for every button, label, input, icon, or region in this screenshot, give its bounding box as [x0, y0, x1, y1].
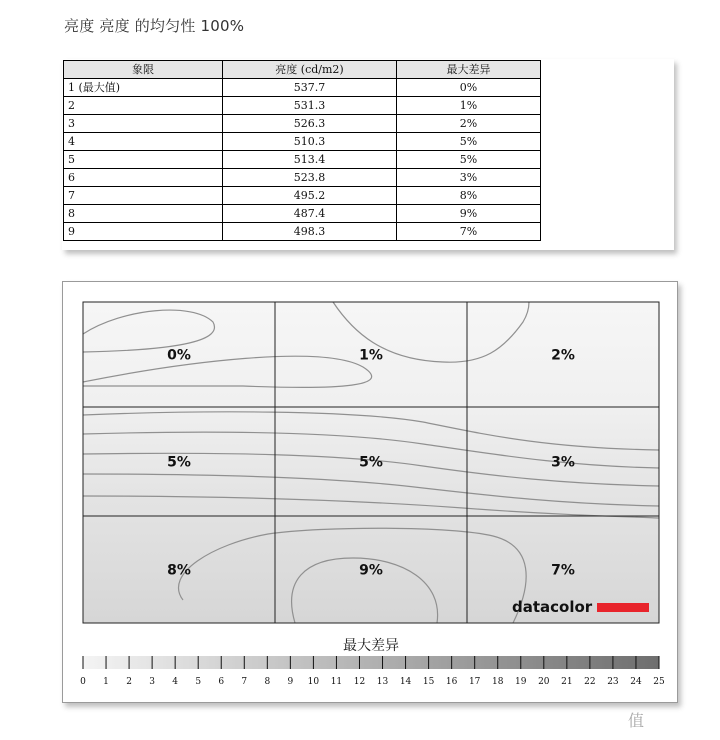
table-row [64, 115, 541, 133]
scale-tick-label: 4 [172, 677, 179, 687]
luminance-cell: 537.7 [223, 79, 397, 97]
scale-tick-label: 12 [353, 677, 366, 687]
cell-label: 2% [551, 347, 575, 364]
luminance-cell: 487.4 [223, 205, 397, 223]
quadrant-cell: 6 [64, 169, 223, 187]
scale-tick-label: 2 [126, 677, 132, 687]
scale-tick-label: 24 [630, 677, 642, 687]
max-difference-cell: 5% [397, 151, 541, 169]
quadrant-cell: 9 [64, 223, 223, 241]
max-difference-cell: 1% [397, 97, 541, 115]
quadrant-cell: 8 [64, 205, 223, 223]
luminance-cell: 523.8 [223, 169, 397, 187]
table-body [64, 79, 541, 241]
cell-label: 1% [359, 347, 383, 364]
quadrant-cell: 1 (最大值) [64, 79, 223, 97]
scale-tick-label: 14 [399, 677, 412, 687]
scale-tick-label: 0 [80, 677, 86, 687]
datacolor-logo-text: datacolor [512, 598, 593, 616]
max-difference-cell: 3% [397, 169, 541, 187]
scale-tick-label: 9 [287, 677, 294, 687]
column-header-max-difference: 最大差异 [397, 61, 541, 79]
datacolor-logo-bar [597, 603, 649, 612]
table-row [64, 187, 541, 205]
scale-tick-label: 11 [330, 677, 343, 687]
quadrant-table [63, 60, 541, 241]
scale-tick-label: 23 [607, 677, 619, 687]
scale-tick-label: 8 [264, 677, 271, 687]
scale-tick-label: 15 [422, 677, 435, 687]
uniformity-heatmap [63, 282, 677, 702]
scale-tick-label: 25 [653, 677, 665, 687]
table-row [64, 97, 541, 115]
table-row [64, 133, 541, 151]
quadrant-cell: 5 [64, 151, 223, 169]
table-row [64, 205, 541, 223]
cell-label: 0% [167, 347, 191, 364]
scale-tick-label: 6 [218, 677, 225, 687]
max-difference-cell: 8% [397, 187, 541, 205]
cell-label: 5% [359, 454, 383, 471]
quadrant-cell: 7 [64, 187, 223, 205]
luminance-cell: 495.2 [223, 187, 397, 205]
scale-tick-label: 13 [376, 677, 389, 687]
cell-label: 3% [551, 454, 575, 471]
table-header-row [64, 61, 541, 79]
column-header-quadrant: 象限 [64, 61, 223, 79]
max-difference-cell: 9% [397, 205, 541, 223]
scale-tick-label: 22 [584, 677, 596, 687]
scale-tick-label: 10 [307, 677, 320, 687]
luminance-cell: 526.3 [223, 115, 397, 133]
page-title: 亮度 亮度 的均匀性 100% [64, 17, 245, 35]
watermark-text: 值 [628, 711, 646, 730]
scale-tick-label: 5 [195, 677, 202, 687]
table-row [64, 79, 541, 97]
quadrant-cell: 3 [64, 115, 223, 133]
max-difference-cell: 0% [397, 79, 541, 97]
quadrant-cell: 4 [64, 133, 223, 151]
legend-title: 最大差异 [343, 638, 399, 654]
luminance-cell: 498.3 [223, 223, 397, 241]
luminance-cell: 510.3 [223, 133, 397, 151]
scale-tick-label: 17 [468, 677, 481, 687]
max-difference-cell: 5% [397, 133, 541, 151]
table-row [64, 223, 541, 241]
max-difference-cell: 7% [397, 223, 541, 241]
luminance-cell: 513.4 [223, 151, 397, 169]
scale-tick-label: 18 [491, 677, 504, 687]
table-row [64, 169, 541, 187]
cell-label: 5% [167, 454, 191, 471]
scale-tick-label: 19 [515, 677, 527, 687]
scale-tick-label: 3 [149, 677, 155, 687]
cell-label: 7% [551, 562, 575, 579]
column-header-luminance: 亮度 (cd/m2) [223, 61, 397, 79]
scale-tick-label: 16 [445, 677, 458, 687]
luminance-cell: 531.3 [223, 97, 397, 115]
uniformity-figure [62, 281, 678, 703]
color-scale-bar [83, 656, 659, 669]
cell-label: 8% [167, 562, 191, 579]
scale-tick-label: 1 [103, 677, 109, 687]
quadrant-cell: 2 [64, 97, 223, 115]
quadrant-table-card [62, 59, 674, 250]
max-difference-cell: 2% [397, 115, 541, 133]
cell-label: 9% [359, 562, 383, 579]
scale-tick-label: 20 [538, 677, 550, 687]
scale-tick-label: 21 [561, 677, 573, 687]
table-row [64, 151, 541, 169]
scale-tick-label: 7 [241, 677, 248, 687]
